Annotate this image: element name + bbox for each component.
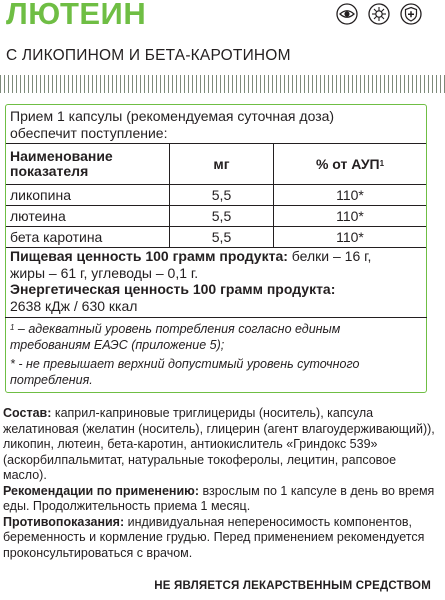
contraindications-text: Противопоказания: индивидуальная непереносимость компонентов, беременность и кормление грудью. Перед применением рекомендуется проконсультироваться с врачом. bbox=[3, 514, 425, 560]
benefit-icons bbox=[336, 3, 422, 25]
product-subtitle: С ЛИКОПИНОМ И БЕТА-КАРОТИНОМ bbox=[6, 47, 291, 64]
table-row bbox=[6, 206, 426, 227]
intro-line-1: Прием 1 капсулы (рекомендуемая суточная доза) bbox=[10, 108, 335, 124]
table-header-row bbox=[6, 144, 426, 185]
food-value-line-2: жиры – 61 г, углеводы – 0,1 г. bbox=[10, 264, 199, 281]
food-value-line: Пищевая ценность 100 грамм продукта: белки – 16 г, bbox=[10, 248, 372, 264]
table-row bbox=[6, 227, 426, 248]
composition-text: Состав: каприл-каприновые триглицериды (носитель), капсула желатиновая (желатин (носитель), глицерин (агент влагоудерживающий)), ликопин, лютеин, бета-каротин, антиокислитель «Гриндокс 539» (аскорбилпальмитат, натуральные токоферолы, лецитин, рапсовое масло). bbox=[3, 406, 435, 482]
energy-label: Энергетическая ценность 100 грамм продукта: bbox=[10, 281, 336, 297]
footnote-asterisk: * - не превышает верхний допустимый уровень суточного потребления. bbox=[10, 357, 360, 387]
row-name: лютеина bbox=[6, 206, 170, 227]
composition-table bbox=[6, 143, 426, 248]
row-name: бета каротина bbox=[6, 227, 170, 248]
shield-plus-icon bbox=[400, 3, 422, 25]
product-info bbox=[3, 406, 441, 561]
row-mg: 5,5 bbox=[170, 206, 274, 227]
energy-value: 2638 кДж / 630 ккал bbox=[10, 297, 138, 314]
product-title: ЛЮТЕИН bbox=[6, 0, 147, 31]
row-mg: 5,5 bbox=[170, 227, 274, 248]
header-mg: мг bbox=[170, 144, 274, 185]
intake-intro bbox=[10, 108, 420, 142]
virus-icon bbox=[368, 3, 390, 25]
eye-icon bbox=[336, 3, 358, 25]
table-row bbox=[6, 185, 426, 206]
footnote-aup: $^1$ – адекватный уровень потребления согласно единым требованиям ЕАЭС (приложение 5); bbox=[10, 322, 341, 352]
row-pct: 110* bbox=[274, 227, 427, 248]
disclaimer: НЕ ЯВЛЯЕТСЯ ЛЕКАРСТВЕННЫМ СРЕДСТВОМ bbox=[154, 580, 431, 592]
row-pct: 110* bbox=[274, 206, 427, 227]
footnotes bbox=[10, 321, 420, 391]
header-name: Наименование показателя bbox=[6, 144, 170, 185]
decorative-stripe bbox=[0, 75, 445, 93]
panel-divider bbox=[5, 317, 427, 318]
intro-line-2: обеспечит поступление: bbox=[10, 125, 168, 141]
header-aup: % от АУП$^1$ bbox=[274, 144, 427, 185]
usage-text: Рекомендации по применению: взрослым по 1 капсуле в день во время еды. Продолжительность приема 1 месяц. bbox=[3, 483, 435, 513]
nutrition-values bbox=[10, 248, 420, 314]
row-name: ликопина bbox=[6, 185, 170, 206]
row-mg: 5,5 bbox=[170, 185, 274, 206]
row-pct: 110* bbox=[274, 185, 427, 206]
